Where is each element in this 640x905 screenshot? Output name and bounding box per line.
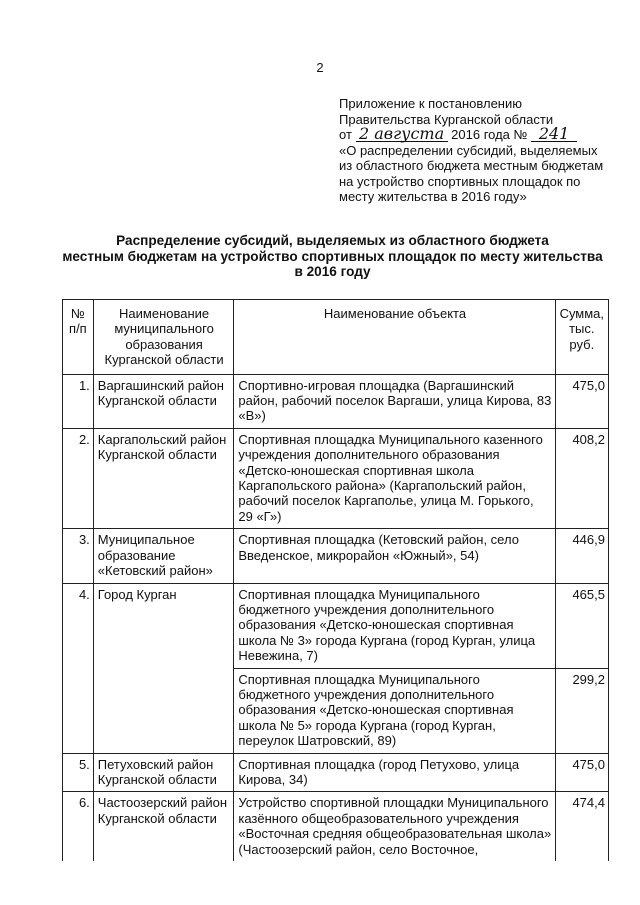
- row-num: 1.: [63, 374, 94, 428]
- row-num: 5.: [63, 753, 94, 792]
- row-municipality: Варгашинский район Курганской области: [93, 374, 234, 428]
- title-line-2: местным бюджетам на устройство спортивных площадок по месту жительства: [62, 248, 603, 264]
- row-sum: 446,9: [555, 529, 608, 583]
- row-object: Спортивная площадка (город Петухово, улица Кирова, 34): [234, 753, 555, 792]
- row-object: Спортивная площадка Муниципального бюджетного учреждения дополнительного образования «Детско-юношеская спортивная школа № 3» города Кургана (город Курган, улица Невежина, 7): [234, 583, 555, 668]
- appendix-block: [339, 96, 619, 205]
- appendix-from: от: [339, 127, 352, 142]
- row-municipality: Муниципальное образование «Кетовский район»: [93, 529, 234, 583]
- row-sum: 299,2: [555, 668, 608, 753]
- row-num: 3.: [63, 529, 94, 583]
- row-object: Спортивная площадка Муниципального казенного учреждения дополнительного образования «Детско-юношеская спортивная школа Каргапольского района» (Каргапольский район, рабочий поселок Каргаполье, улица М. Горького, 29 «Г»): [234, 428, 555, 528]
- row-object: Спортивно-игровая площадка (Варгашинский район, рабочий поселок Варгаши, улица Кирова, 83 «В»): [234, 374, 555, 428]
- appendix-subject-4: месту жительства в 2016 году»: [339, 189, 527, 204]
- row-object: Спортивная площадка (Кетовский район, село Введенское, микрорайон «Южный», 54): [234, 529, 555, 583]
- row-num: 4.: [63, 583, 94, 753]
- handwritten-date: 2 августа: [356, 127, 448, 142]
- table-row: [63, 583, 609, 668]
- title-line-3: в 2016 году: [294, 264, 371, 279]
- table-row: [63, 529, 609, 583]
- table-row: [63, 428, 609, 528]
- row-sum: 475,0: [555, 753, 608, 792]
- row-object: Спортивная площадка Муниципального бюджетного учреждения дополнительного образования «Детско-юношеская спортивная школа № 5» города Кургана (город Курган, переулок Шатровский, 89): [234, 668, 555, 753]
- row-municipality: Частоозерский район Курганской области: [93, 792, 234, 861]
- row-sum: 408,2: [555, 428, 608, 528]
- row-sum: 475,0: [555, 374, 608, 428]
- row-sum: 474,4: [555, 792, 608, 861]
- appendix-date-line: [339, 124, 619, 143]
- header-sum: Сумма, тыс. руб.: [555, 300, 608, 375]
- row-num: 2.: [63, 428, 94, 528]
- table-row: [63, 374, 609, 428]
- handwritten-number: 241: [531, 127, 577, 142]
- page-number: 2: [316, 60, 324, 75]
- table-row: [63, 792, 609, 861]
- appendix-line-1: Приложение к постановлению: [339, 96, 522, 111]
- appendix-line-2: Правительства Курганской области: [339, 111, 554, 127]
- table-header-row: [63, 300, 609, 375]
- appendix-subject-2: из областного бюджета местным бюджетам: [339, 158, 604, 173]
- document-title: [55, 233, 610, 280]
- table-row: [63, 753, 609, 792]
- appendix-year: 2016 года №: [451, 127, 528, 142]
- subsidy-table: [62, 299, 609, 861]
- appendix-subject-3: на устройство спортивных площадок по: [339, 173, 581, 189]
- row-municipality: Город Курган: [93, 583, 234, 753]
- appendix-subject-1: «О распределении субсидий, выделяемых: [339, 142, 598, 158]
- title-line-1: Распределение субсидий, выделяемых из областного бюджета: [116, 233, 549, 248]
- row-sum: 465,5: [555, 583, 608, 668]
- row-municipality: Каргапольский район Курганской области: [93, 428, 234, 528]
- header-municipality: Наименование муниципального образования Курганской области: [93, 300, 234, 375]
- header-num: № п/п: [63, 300, 94, 375]
- row-num: 6.: [63, 792, 94, 861]
- row-object: Устройство спортивной площадки Муниципального казённого общеобразовательного учреждения «Восточная средняя общеобразовательная школа» (Частоозерский район, село Восточное,: [234, 792, 555, 861]
- header-object: Наименование объекта: [234, 300, 555, 375]
- row-municipality: Петуховский район Курганской области: [93, 753, 234, 792]
